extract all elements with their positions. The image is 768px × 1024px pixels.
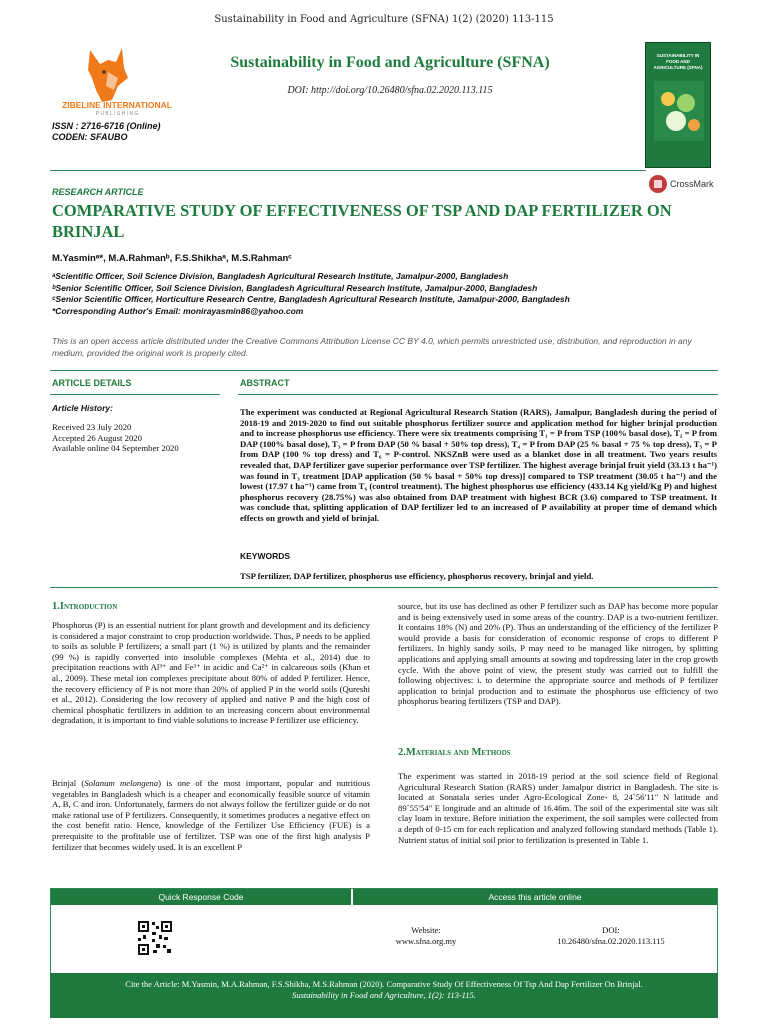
doi-label: DOI: [602,925,620,935]
p2-lead: Brinjal ( [52,778,85,788]
publisher-tagline: P U B L I S H I N G [95,111,139,117]
abstract-bottom-rule [50,587,718,588]
keywords-text: TSP fertilizer, DAP fertilizer, phosphorus use efficiency, phosphorus recovery, brinjal and yield. [240,571,594,581]
access-band: Access this article online [353,889,717,905]
website-label: Website: [411,925,441,935]
cover-plant-icon [654,81,704,141]
doi-link[interactable]: DOI: http://doi.org/10.26480/sfna.02.2020.113.115 [287,85,493,96]
affiliation-b: ᵇSenior Scientific Officer, Soil Science Division, Bangladesh Agricultural Research Institute, Jamalpur-2000, Bangladesh [52,282,538,293]
cover-title: SUSTAINABILITY IN FOOD AND AGRICULTURE (SFNA) [653,53,703,70]
doi-value[interactable]: 10.26480/sfna.02.2020.113.115 [557,936,665,946]
citation-text: Cite the Article: M.Yasmin, M.A.Rahman, F.S.Shikha, M.S.Rahman (2020). Comparative Study Of Effectiveness Of Tsp And Dap Fertilizer On Brinjal. [125,979,643,989]
author-list: M.Yasminᵃ*, M.A.Rahmanᵇ, F.S.Shikhaᵃ, M.S.Rahmanᶜ [52,253,292,264]
website-link[interactable]: www.sfna.org.my [395,936,457,946]
running-head: Sustainability in Food and Agriculture (SFNA) 1(2) (2020) 113-115 [214,14,554,25]
intro-paragraph-1: Phosphorus (P) is an essential nutrient for plant growth and development and its deficiency is considered a major constraint to crop production worldwide. Thus, P needs to be applied to soils as soluble P fertilizers; a small part (1 %) is utilized by plants and the remainder (99 %) is rapidly converted into insoluble complexes (Mehta et al., 2014) due to precipitation reactions with Al³⁺ and Fe³⁺ in acidic and Ca²⁺ in calcareous soils (Khan et al., 2009). These metal ion complexes precipitate about 80% of added P fertilizer. Hence, the recovery efficiency of P is not more than 20% of applied P in the world soils (Qureshi et al., 2012). Considering the low recovery of applied and native P and the high cost of chemical phosphatic fertilizers in addition to an increasing concern about environmental degradation, it is important to find viable solutions to increase P fertilizer use efficiency. [52,620,370,726]
abstract-header: ABSTRACT [240,378,290,388]
p2-rest: ) is one of the most important, popular and nutritious vegetables in Bangladesh which is a cheaper and economically feasible source of vitamin A, B, C and iron. Unfortunately, farmers do not always follow the fertilizer guide or do not make rational use of P fertilizers. Consequently, it sometimes produces a negative effect on the cost benefit ratio. Hence, knowledge of the Fertilizer Use Efficiency (FUE) is a prerequisite to the profitable use of fertilizer. TSP was one of the first high analysis P fertilizer that becomes widely used. It is an excellent P [52,778,370,852]
details-rule [50,394,220,395]
article-history [52,422,179,454]
history-label: Article History: [52,403,113,413]
article-details-header: ARTICLE DETAILS [52,378,132,388]
scientific-name: Solanum melongena [84,778,159,788]
affiliations [52,271,570,317]
crossmark-badge[interactable] [648,172,712,198]
doi-block [521,925,701,947]
crossmark-icon [648,172,668,196]
citation-source: Sustainability in Food and Agriculture, 1(2): 113-115. [292,990,476,1000]
methods-paragraph-1: The experiment was started in 2018-19 period at the soil science field of Regional Agricultural Research Station (RARS) under Jamalpur district in Bangladesh. The site is located at Sonatala series under Agro-Ecological Zone- 8, 24˚56ʹ11ʺ N latitude and 89˚55ʹ54ʺ E longitude and an altitude of 16.46m. The soil of the experimental site was silt clay loam in texture. Before initiation the experiment, the soil samples were collected from a depth of 0-15 cm for each replication and analyzed following standard methods (Table 1). Nutrient status of initial soil prior to fertilization is presented in Table 1. [398,771,718,845]
article-type: RESEARCH ARTICLE [52,187,144,197]
online-date: Available online 04 September 2020 [52,443,179,453]
affiliation-c: ᶜSenior Scientific Officer, Horticulture Research Centre, Bangladesh Agricultural Research Institute, Jamalpur-2000, Bangladesh [52,294,570,304]
intro-paragraph-3: source, but its use has declined as other P fertilizer such as DAP has become more popular and is being extensively used in some areas of the country. DAP is a two-nutrient fertilizer. It contains 18% (N) and 20% (P). Thus an understanding of the efficiency of the fertilizer P would provide a basis for consideration of economic response of crops to different P fertilizers. In highly sandy soils, P may need to be managed like nitrogen, by splitting applications and applying small amounts at sowing and topdressing later in the crop growth cycle. With the above point of view, the present study was carried out to fulfill the following objectives: i. to determine the appropriate source and methods of P fertilizer application to brinjal production and to estimate the phosphorus use efficiency of two phosphorus bearing fertilizers (TSP and DAP). [398,601,718,707]
issn: ISSN : 2716-6716 (Online) [52,121,161,131]
license-statement: This is an open access article distributed under the Creative Commons Attribution License CC BY 4.0, which permits unrestricted use, distribution, and reproduction in any medium, provided the original work is properly cited. [52,336,692,358]
article-title: COMPARATIVE STUDY OF EFFECTIVENESS OF TSP AND DAP FERTILIZER ON BRINJAL [52,201,672,241]
header-divider [50,170,646,171]
crossmark-label: CrossMark [670,179,714,189]
abstract-text: The experiment was conducted at Regional Agricultural Research Station (RARS), Jamalpur, Bangladesh during the period of 2018-19 and 2019-2020 to find out suitable phosphorus fertilizer source and application method for higher brinjal production and to increase phosphorus use efficiency. There were six treatments comprising T₁ = P from TSP (100% basal dose), T₂ = P from DAP (100% basal dose), T₃ = P from DAP (50 % basal + 50% top dress), T₄ = P from DAP (25 % basal + 75 % top dress), T₅ = P from DAP (100 % top dress) and T₆ = P-control. NKSZnB were used as a blanket dose in all treatment. Two years results revealed that, DAP fertilizer gave superior performance over TSP fertilizer. The highest average brinjal fruit yield (33.13 t ha⁻¹) was found in T₃ treatment [DAP application (50 % basal + 50% top dress)] compared to TSP treatment (30.05 t ha⁻¹) and the lowest (17.97 t ha⁻¹) came from T₆ (control treatment). The highest phosphorus use efficiency (433.14 Kg yield/Kg P) and highest phosphorus recovery (28.75%) was also obtained from DAP treatment with highest BCR (3.6) compared to TSP treatment. It was conclude that, splitting application of DAP fertilizer led to an increased of P availability at proper time of demand which effects on growth and yield of brinjal. [240,407,717,523]
website-block [366,925,486,947]
qr-code-icon[interactable] [137,920,173,956]
corresponding-email[interactable]: *Corresponding Author's Email: monirayasmin86@yahoo.com [52,305,304,316]
abstract-rule [238,394,718,395]
intro-paragraph-2 [52,778,370,852]
qr-band: Quick Response Code [51,889,351,905]
keywords-header: KEYWORDS [240,551,291,561]
issn-block [52,121,161,143]
affiliation-a: ᵃScientific Officer, Soil Science Division, Bangladesh Agricultural Research Institute, Jamalpur-2000, Bangladesh [52,271,509,281]
details-top-rule [50,370,718,371]
methods-heading: 2.Materials and Methods [398,747,511,758]
publisher-name: ZIBELINE INTERNATIONAL [62,100,172,110]
received-date: Received 23 July 2020 [52,422,132,432]
journal-cover [645,42,711,168]
intro-heading: 1.Introduction [52,601,118,612]
citation-bar [50,973,718,1018]
journal-title: Sustainability in Food and Agriculture (SFNA) [230,54,550,71]
coden: CODEN: SFAUBO [52,132,128,142]
accepted-date: Accepted 26 August 2020 [52,432,142,443]
